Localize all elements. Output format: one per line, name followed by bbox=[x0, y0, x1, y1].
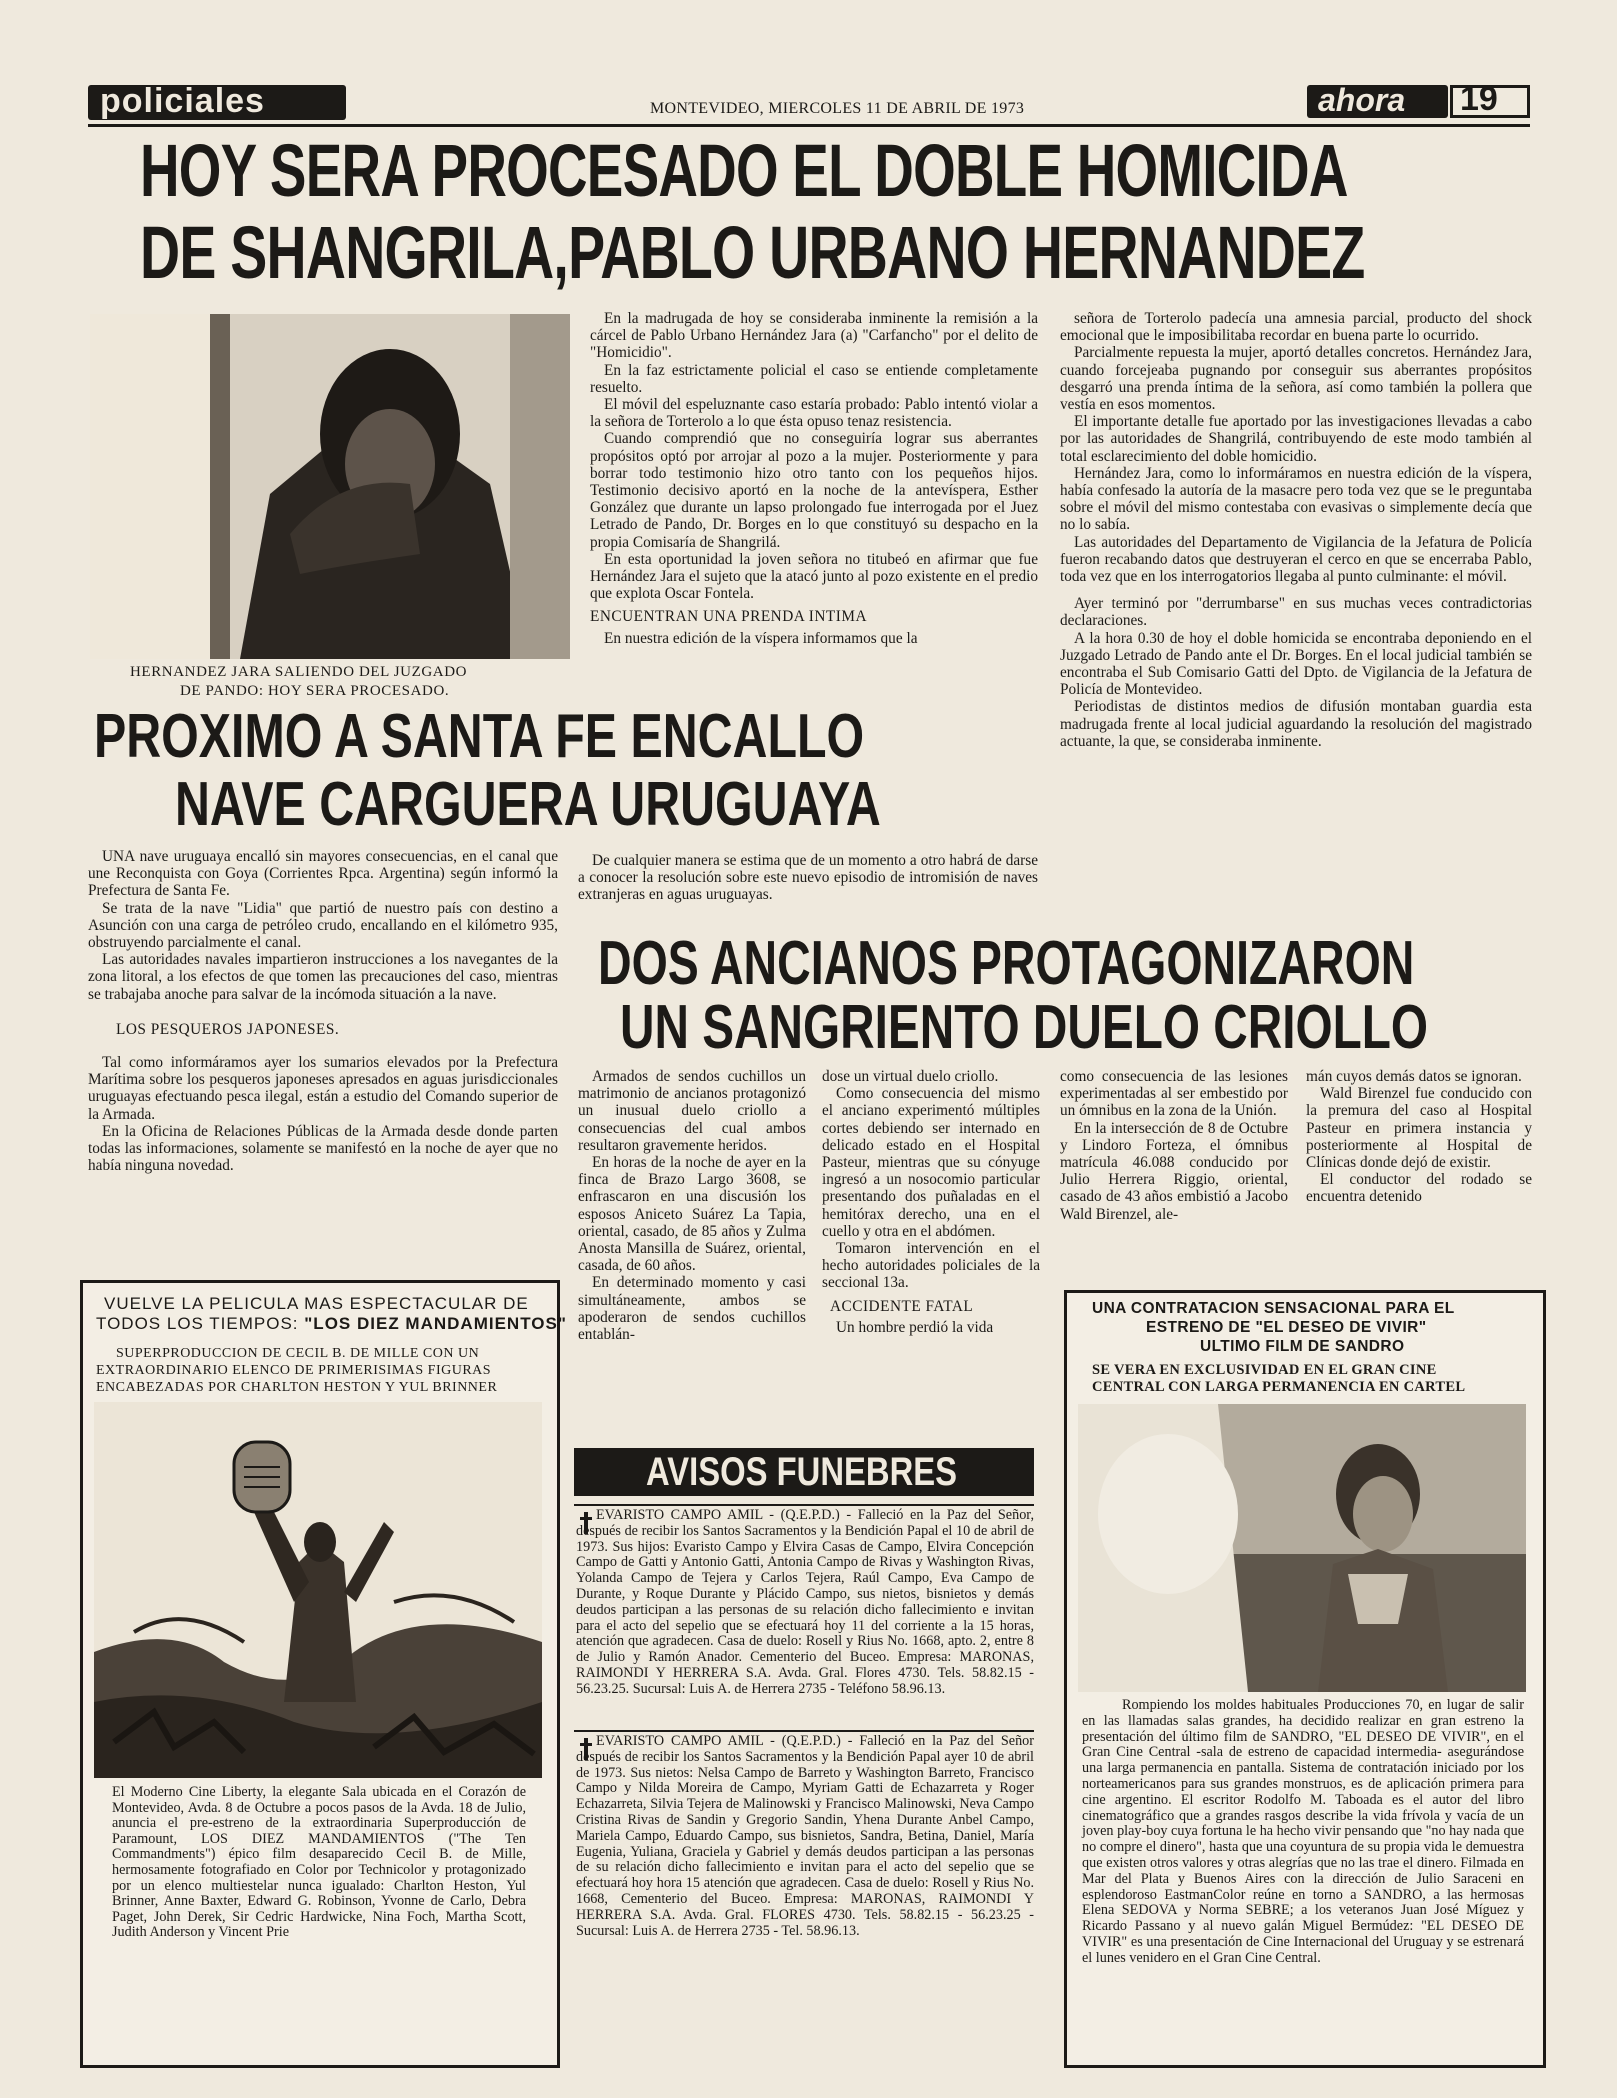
ad-left-title-line1: VUELVE LA PELICULA MAS ESPECTACULAR DE bbox=[104, 1294, 529, 1313]
ad-right-title-line2: ESTRENO DE "EL DESEO DE VIVIR" bbox=[1146, 1319, 1427, 1336]
funebres-divider bbox=[574, 1730, 1034, 1732]
ad-left-title-prefix: TODOS LOS TIEMPOS: bbox=[96, 1314, 305, 1333]
duel-headline-line1: DOS ANCIANOS PROTAGONIZARON bbox=[598, 929, 1415, 998]
ship-paragraph: En la Oficina de Relaciones Públicas de la Armada desde donde parten todas las informaciones, solamente se manifestó en la noche de ayer que no había ninguna novedad. bbox=[88, 1122, 558, 1175]
lead-column-2 bbox=[590, 310, 1038, 647]
duel-subhead: ACCIDENTE FATAL bbox=[830, 1297, 974, 1315]
photo-caption-line2: DE PANDO: HOY SERA PROCESADO. bbox=[180, 683, 450, 699]
lead-paragraph: Ayer terminó por "derrumbarse" en sus muchas veces contradictorias declaraciones. bbox=[1060, 595, 1532, 630]
duel-paragraph: como consecuencia de las lesiones experimentadas al ser embestido por un ómnibus en la zona de la Unión. bbox=[1060, 1068, 1288, 1120]
funebres-title: AVISOS FUNEBRES bbox=[646, 1450, 958, 1494]
ad-left-body: El Moderno Cine Liberty, la elegante Sala ubicada en el Corazón de Montevideo, Avda. 8 de Octubre a pocos pasos de la Avda. 18 de Julio, anuncia el pre-estreno de la extraordinaria Superproducción de Paramount, LOS DIEZ MANDAMIENTOS ("The Ten Commandments") épico film desaparecido Cecil B. de Mille, hermosamente fotografiado en Color por Technicolor y protagonizado por un elenco multiestelar nunca igualado: Charlton Heston, Yul Brinner, Anne Baxter, Edward G. Robinson, Yvonne de Carlo, Debra Paget, John Derek, Sir Cedric Hardwicke, Nina Foch, Martha Scott, Judith Anderson y Vincent Prie bbox=[112, 1784, 526, 1941]
lead-paragraph: En esta oportunidad la joven señora no titubeó en afirmar que fue Hernández Jara el sujeto que la atacó junto al pozo existente en el predio que explota Oscar Fontela. bbox=[590, 550, 1038, 603]
ship-paragraph: UNA nave uruguaya encalló sin mayores consecuencias, en el canal que une Reconquista con Goya (Corrientes Rpca. Argentina) según informó la Prefectura de Santa Fe. bbox=[88, 848, 558, 900]
duel-paragraph: Un hombre perdió la vida bbox=[836, 1318, 994, 1336]
lead-subhead: ENCUENTRAN UNA PRENDA INTIMA bbox=[590, 608, 868, 626]
duel-column-b bbox=[822, 1068, 1040, 1336]
duel-paragraph: En la intersección de 8 de Octubre y Lindoro Forteza, el ómnibus matrícula 46.088 conducido por Julio Herrera Riggio, oriental, casado de 43 años embistió a Jacobo Wald Birenzel, ale- bbox=[1060, 1119, 1288, 1223]
lead-paragraph: El importante detalle fue aportado por las investigaciones llevadas a cabo por las autoridades de Shangrilá, contribuyendo de este modo también al total esclarecimiento del doble homicidio. bbox=[1060, 413, 1532, 465]
moses-illustration bbox=[94, 1402, 542, 1778]
lead-headline-line1: HOY SERA PROCESADO EL DOBLE HOMICIDA bbox=[140, 129, 1348, 212]
hernandez-photo bbox=[90, 314, 570, 659]
ship-column-1 bbox=[88, 848, 558, 1174]
funeral-notice-1: EVARISTO CAMPO AMIL - (Q.E.P.D.) - Falleció en la Paz del Señor, después de recibir los Santos Sacramentos y la Bendición Papal el 10 de abril de 1973. Sus hijos: Evaristo Campo y Elvira Casas de Campo, Elvira Concepción Campo de Gatti y Antonio Gatti, Antonia Campo de Rivas y Washington Rivas, Yolanda Campo de Tejera y Carlos Tejera, Raúl Campo, Eva Campo de Durante, y Roque Durante y Plácido Campo, sus nietos, bisnietos y demás deudos participan a las personas de su relación dicho fallecimiento e invitan para el acto del sepelio que se efectuará hoy 11 del corriente a la 15 horas, atención que agradecen. Casa de duelo: Rosell y Rius No. 1668, apto. 2, entre 8 de Julio y Ramón Anador. Cementerio del Buceo. Empresa: MARONAS, RAIMONDI Y HERRERA S.A. Avda. Gral. Flores 4730. Tels. 58.82.15 - 56.23.25. Sucursal: Luis A. de Herrera 2735 - Teléfono 58.96.13. bbox=[576, 1507, 1034, 1697]
lead-column-3 bbox=[1060, 310, 1532, 750]
ad-left-film-title: "LOS DIEZ MANDAMIENTOS" bbox=[304, 1314, 567, 1333]
lead-paragraph: Cuando comprendió que no conseguiría lograr sus aberrantes propósitos optó por arrojar al pozo a la mujer. Posteriormente y para borrar todo testimonio hizo otro tanto con los pequeños hijos. Testimonio decisivo aportó en la noche de la antevíspera, Esther González que durante un lapso prolongado fue interrogada por el Juez Letrado de Pando, Dr. Borges en lo que constituyó su despacho en la propia Comisaría de Shangrilá. bbox=[590, 430, 1038, 551]
duel-column-a bbox=[578, 1068, 806, 1343]
ad-right-title-line3: ULTIMO FILM DE SANDRO bbox=[1200, 1338, 1405, 1355]
lead-paragraph: En nuestra edición de la víspera informamos que la bbox=[604, 629, 918, 647]
ship-headline-line1: PROXIMO A SANTA FE ENCALLO bbox=[94, 702, 865, 771]
duel-headline-line2: UN SANGRIENTO DUELO CRIOLLO bbox=[620, 993, 1429, 1062]
duel-paragraph: En horas de la noche de ayer en la finca de Brazo Largo 3608, se enfrascaron en una discusión los esposos Aniceto Suárez La Tapia, oriental, casado, de 85 años y Zulma Anosta Mansilla de Suárez, oriental, casada, de 60 años. bbox=[578, 1154, 806, 1275]
funebres-rule-top bbox=[574, 1504, 1034, 1506]
ship-paragraph: De cualquier manera se estima que de un momento a otro habrá de darse a conocer la resolución sobre este nuevo episodio de intromisión de naves extranjeras en aguas uruguayas. bbox=[578, 852, 1038, 904]
lead-paragraph: Periodistas de distintos medios de difusión montaban guardia esta madrugada frente al local judicial aguardando la resolución del magistrado actuante, la que, se consideraba inminente. bbox=[1060, 698, 1532, 750]
section-label: policiales bbox=[100, 82, 265, 120]
paper-name: ahora bbox=[1318, 82, 1406, 118]
funeral-notice-2: EVARISTO CAMPO AMIL - (Q.E.P.D.) - Falleció en la Paz del Señor después de recibir los Santos Sacramentos y la Bendición Papal ayer 10 de abril de 1973. Sus nietos: Nelsa Campo de Barreto y Washington Barreto, Francisco Campo y Nilda Moreira de Campo, Myriam Gatti de Echazarreta y Roger Echazarreta, Silvia Tejera de Malinowski y Francisco Malinowski, Neva Campo Cristina Rivas de Sandin y Gregorio Sandin, Yhena Durante Anbel Campo, Mariela Campo, Eduardo Campo, sus bisnietos, Sandra, Betina, Daniel, María Eugenia, Yuliana, Graciela y Gabriel y demás deudos participan a las personas de su relación dicho fallecimiento e invitan para el acto del sepelio que se efectuará hoy hora 15 atención que agradecen. Casa de duelo: Rosell y Rius No. 1668, Cementerio del Buceo. Empresa: MARONAS, RAIMONDI Y HERRERA S.A. Avda. Gral. FLORES 4730. Tels. 58.82.15 - 56.23.25 - Sucursal: Luis A. de Herrera 2735 - Tel. 58.96.13. bbox=[576, 1733, 1034, 1939]
ad-left-sub-line2: EXTRAORDINARIO ELENCO DE PRIMERISIMAS FIGURAS bbox=[96, 1363, 492, 1378]
lead-paragraph: A la hora 0.30 de hoy el doble homicida se encontraba deponiendo en el Juzgado Letrado de Pando ante el Dr. Borges. En el local judicial también se encontraba el Sub Comisario Gatti del Dpto. de Vigilancia de la Jefatura de Policía de Montevideo. bbox=[1060, 629, 1532, 699]
lead-paragraph: En la faz estrictamente policial el caso se entiende completamente resuelto. bbox=[590, 361, 1038, 396]
lead-headline-line2: DE SHANGRILA,PABLO URBANO HERNANDEZ bbox=[140, 211, 1365, 294]
ad-right-sub: SE VERA EN EXCLUSIVIDAD EN EL GRAN CINE CENTRAL CON LARGA PERMANENCIA EN CARTEL bbox=[1092, 1362, 1466, 1395]
sandro-still-photo bbox=[1078, 1404, 1526, 1692]
duel-paragraph: mán cuyos demás datos se ignoran. bbox=[1306, 1068, 1522, 1085]
ship-paragraph: Las autoridades navales impartieron instrucciones a los navegantes de la zona litoral, a los efectos de que tomen las precauciones del caso, mientras se trabajaba anoche para salvar de la incómoda situación a la nave. bbox=[88, 951, 558, 1003]
ship-column-2 bbox=[578, 852, 1038, 904]
duel-paragraph: dose un virtual duelo criollo. bbox=[822, 1068, 999, 1085]
ad-right-title-line1: UNA CONTRATACION SENSACIONAL PARA EL bbox=[1092, 1300, 1455, 1317]
ship-subhead: LOS PESQUEROS JAPONESES. bbox=[116, 1020, 340, 1038]
duel-paragraph: En determinado momento y casi simultáneamente, ambos se apoderaron de sendos cuchillos entablán- bbox=[578, 1274, 806, 1344]
lead-paragraph: En la madrugada de hoy se consideraba inminente la remisión a la cárcel de Pablo Urbano Hernández Jara (a) "Carfancho" por el delito de "Homicidio". bbox=[590, 310, 1038, 362]
dateline: MONTEVIDEO, MIERCOLES 11 DE ABRIL DE 1973 bbox=[650, 100, 1025, 117]
masthead-rule bbox=[88, 124, 1530, 127]
duel-paragraph: Wald Birenzel fue conducido con la premura del caso al Hospital Pasteur en primera instancia y posteriormente al Hospital de Clínicas donde dejó de existir. bbox=[1306, 1085, 1532, 1172]
ship-paragraph: Se trata de la nave "Lidia" que partió de nuestro país con destino a Asunción con una carga de petróleo crudo, encallando en el kilómetro 935, obstruyendo parcialmente el canal. bbox=[88, 899, 558, 952]
duel-column-c bbox=[1060, 1068, 1288, 1223]
ad-left-sub-line1: SUPERPRODUCCION DE CECIL B. DE MILLE CON UN bbox=[116, 1346, 480, 1361]
duel-paragraph: Tomaron intervención en el hecho autoridades policiales de la seccional 13a. bbox=[822, 1240, 1040, 1292]
lead-paragraph: Hernández Jara, como lo informáramos en nuestra edición de la víspera, había confesado la autoría de la masacre pero toda vez que se le preguntaba sobre el móvil del mismo contestaba con evasivas o simplemente decía que no lo sabía. bbox=[1060, 464, 1532, 534]
duel-column-d bbox=[1306, 1068, 1532, 1206]
ad-left-title-line2 bbox=[96, 1314, 567, 1334]
lead-paragraph: señora de Torterolo padecía una amnesia parcial, producto del shock emocional que le imposibilitaba recordar en buena parte lo ocurrido. bbox=[1060, 310, 1532, 345]
ad-right-body: Rompiendo los moldes habituales Producciones 70, en lugar de salir en las llamadas salas grandes, ha decidido realizar en gran estreno la presentación del último film de SANDRO, "EL DESEO DE VIVIR", en el Gran Cine Central -sala de estreno de capacidad intermedia- asegurándose una larga permanencia en pantalla. Sistema de contratación iniciado por los norteamericanos para sus grandes monstruos, es de aplicación primera para cine argentino. El escritor Rodolfo M. Taboada es el autor del libro cinematográfico que a grandes rasgos describe la vida frívola y vacía de un joven play-boy cuya fortuna le ha hecho vivir pensando que "no hay nada que no compre el dinero", hasta que una coyuntura de su propia vida le demuestra que existen otros valores y otras alegrías que no las trae el dinero. Filmada en Mar del Plata y Buenos Aires con la dirección de Julio Saraceni en esplendoroso EastmanColor reúne en torno a SANDRO, a las hermosas Elena SEDOVA y Norma SEBRE; a los veteranos Juan José Míguez y Ricardo Passano y al nuevo galán Miguel Bermúdez: "EL DESEO DE VIVIR" es una presentación de Cine Internacional del Uruguay y se estrenará el lunes venidero en el Gran Cine Central. bbox=[1082, 1697, 1524, 1966]
lead-paragraph: Parcialmente repuesta la mujer, aportó detalles concretos. Hernández Jara, cuando forcejeaba pugnando por conseguir sus aberrantes propósitos desgarró una prenda íntima de la señora, así como también la pollera que vestía en esos momentos. bbox=[1060, 344, 1532, 414]
duel-paragraph: El conductor del rodado se encuentra detenido bbox=[1306, 1171, 1532, 1206]
ship-paragraph: Tal como informáramos ayer los sumarios elevados por la Prefectura Marítima sobre los pesqueros japoneses apresados en aguas jurisdiccionales uruguayas efectuando pesca ilegal, están a estudio del Comando superior de la Armada. bbox=[88, 1054, 558, 1123]
lead-paragraph: Las autoridades del Departamento de Vigilancia de la Jefatura de Policía fueron recabando datos que destruyeran el cerco en que se encerraba Pablo, toda vez que en los interrogatorios llegaba al punto culminante: el móvil. bbox=[1060, 533, 1532, 586]
ship-headline-line2: NAVE CARGUERA URUGUAYA bbox=[175, 770, 881, 839]
duel-paragraph: Armados de sendos cuchillos un matrimonio de ancianos protagonizó un inusual duelo criollo a consecuencias del cual ambos resultaron gravemente heridos. bbox=[578, 1068, 806, 1154]
page-number: 19 bbox=[1460, 80, 1498, 118]
lead-paragraph: El móvil del espeluznante caso estaría probado: Pablo intentó violar a la señora de Torterolo a lo que ésta opuso tenaz resistencia. bbox=[590, 396, 1038, 431]
duel-paragraph: Como consecuencia del mismo el anciano experimentó múltiples cortes debiendo ser internado en delicado estado en el Hospital Pasteur, mientras que su cónyuge ingresó a un nosocomio particular presentando dos puñaladas en el hemitórax derecho, una en el cuello y otra en el abdómen. bbox=[822, 1085, 1040, 1240]
photo-caption-line1: HERNANDEZ JARA SALIENDO DEL JUZGADO bbox=[130, 664, 468, 680]
ad-left-sub-line3: ENCABEZADAS POR CHARLTON HESTON Y YUL BRINNER bbox=[96, 1380, 498, 1395]
